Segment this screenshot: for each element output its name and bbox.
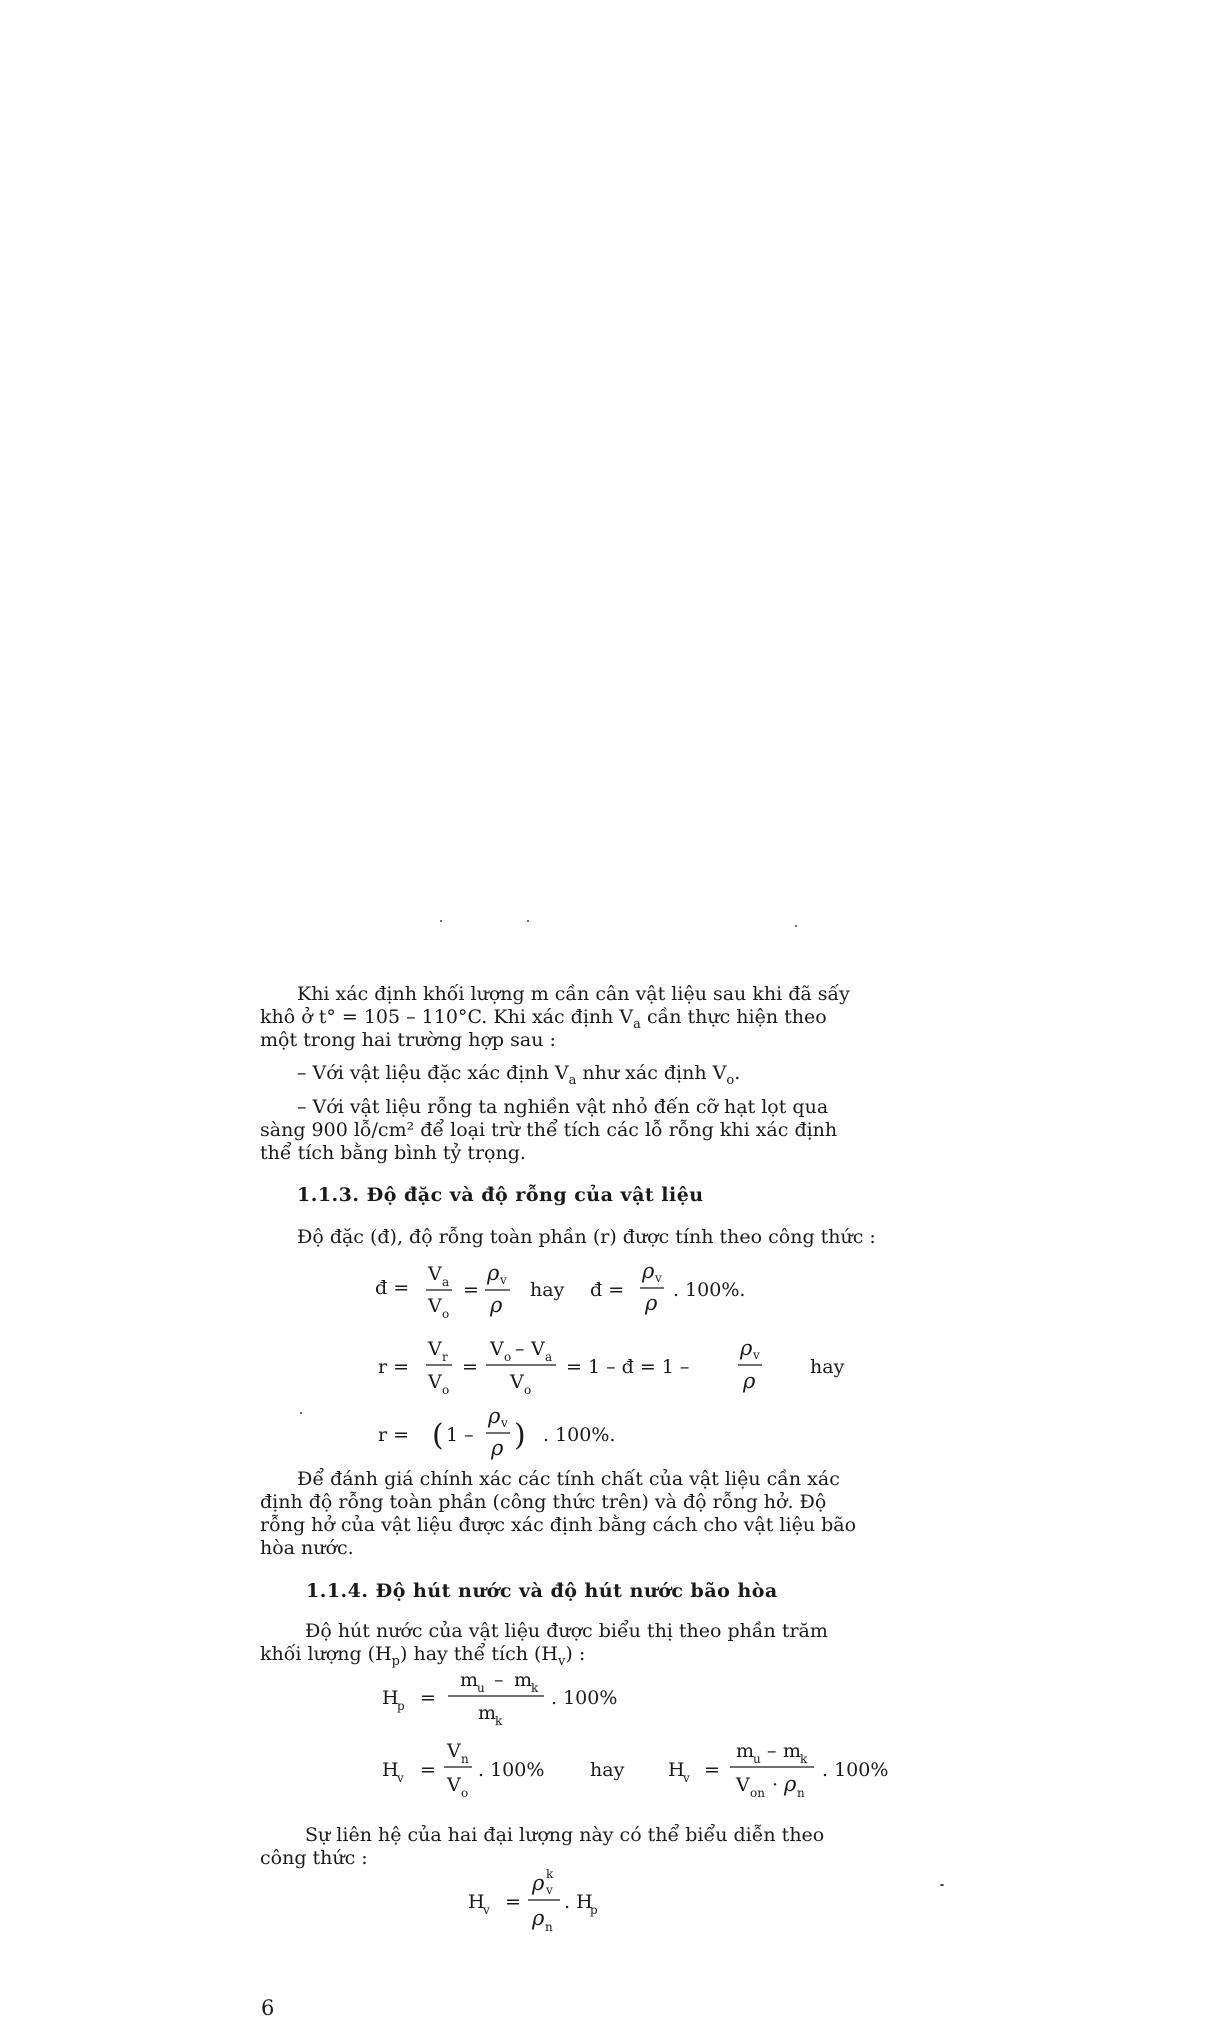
porous-text-2: sàng 900 lỗ/cm² để loại trừ thể tích các lỗ rỗng khi xác định — [260, 1119, 838, 1141]
dot: · — [772, 1774, 779, 1796]
vo-sub-4: o — [461, 1786, 469, 1800]
va-sub: a — [442, 1275, 450, 1289]
one-minus: 1 – — [446, 1424, 474, 1446]
vr-sub: r — [442, 1350, 448, 1364]
vo-sub: o — [442, 1307, 450, 1321]
relation-text-2: công thức : — [260, 1847, 368, 1869]
percent-5: . 100% — [822, 1759, 889, 1781]
rho-v: ρ — [487, 1261, 500, 1285]
hv-sub: v — [397, 1771, 404, 1785]
hv-h-2: H — [668, 1759, 685, 1781]
porosity-note-text-1: Để đánh giá chính xác các tính chất của vật liệu cần xác — [297, 1468, 840, 1490]
hv-sub-2: v — [683, 1771, 690, 1785]
dense-case-text-3: . — [734, 1062, 741, 1084]
subscript-o: o — [726, 1072, 735, 1088]
d2: đ = — [590, 1279, 625, 1301]
n-sub-2: n — [797, 1786, 805, 1800]
relation-intro-2 — [260, 1845, 368, 1871]
hp-h: H — [382, 1687, 399, 1709]
hp-tail: . H — [564, 1891, 593, 1913]
rho-n-2: ρ — [532, 1906, 545, 1930]
u-sub-2: u — [753, 1752, 761, 1766]
v-sub: v — [500, 1273, 507, 1287]
intro-text-2: khô ở t° = 105 – 110°C. Khi xác định V — [260, 1006, 634, 1028]
minus-1: – — [515, 1338, 525, 1360]
scan-speck — [940, 1884, 944, 1886]
density-intro-text: Độ đặc (đ), độ rỗng toàn phần (r) được tính theo công thức : — [297, 1226, 876, 1248]
rho-2: ρ — [645, 1291, 658, 1315]
k-sub: k — [531, 1681, 539, 1695]
porosity-note-text-4: hòa nước. — [260, 1537, 354, 1559]
one-minus-d: = 1 – đ = 1 – — [566, 1356, 690, 1378]
absorption-text-4: ) : — [565, 1643, 586, 1665]
va-num: V — [428, 1263, 442, 1285]
formula-hv — [382, 1740, 888, 1800]
equals-5: = — [704, 1759, 720, 1781]
va-sub-2: a — [545, 1350, 553, 1364]
paren-close: ) — [514, 1418, 526, 1453]
hv-h: H — [382, 1759, 399, 1781]
minus-3: – — [767, 1740, 777, 1762]
mu-2: m — [736, 1740, 755, 1762]
k-sup: k — [546, 1867, 554, 1881]
absorption-text-2: khối lượng (H — [260, 1643, 392, 1665]
relation-intro-1 — [305, 1822, 824, 1848]
mu: m — [460, 1669, 479, 1691]
heading-1-1-4 — [306, 1580, 778, 1602]
hay-1: hay — [530, 1279, 565, 1301]
hv-sub-3: v — [483, 1903, 490, 1917]
u-sub: u — [477, 1681, 485, 1695]
porosity-note-text-2: định độ rỗng toàn phần (công thức trên) và độ rỗng hở. Độ — [260, 1491, 827, 1513]
n-sub: n — [461, 1752, 469, 1766]
n-sub-3: n — [545, 1920, 553, 1934]
rho-n: ρ — [784, 1772, 797, 1796]
on-sub: on — [750, 1786, 765, 1800]
minus-2: – — [494, 1669, 504, 1691]
subscript-a: a — [568, 1072, 577, 1088]
rho-v-4: ρ — [488, 1404, 501, 1428]
formula-porosity — [378, 1336, 845, 1460]
intro-text-1: Khi xác định khối lượng m cần cân vật liệu sau khi đã sấy — [297, 983, 850, 1005]
porosity-note-text-3: rỗng hở của vật liệu được xác định bằng cách cho vật liệu bão — [260, 1514, 857, 1536]
paren-open: ( — [432, 1418, 444, 1453]
rho-v-2: ρ — [642, 1259, 655, 1283]
k-sub-2: k — [495, 1714, 503, 1728]
absorption-intro-2 — [260, 1641, 585, 1675]
va-num-2: V — [531, 1338, 545, 1360]
porosity-note-4 — [260, 1535, 354, 1561]
porous-text-3: thể tích bằng bình tỷ trọng. — [260, 1142, 526, 1164]
porous-text-1: – Với vật liệu rỗng ta nghiền vật nhỏ đến cỡ hạt lọt qua — [297, 1096, 829, 1118]
r-lhs: r = — [378, 1356, 410, 1378]
v-sub-3: v — [753, 1348, 760, 1362]
hp-sub: p — [397, 1699, 405, 1713]
hv-h-3: H — [468, 1891, 485, 1913]
hay-2: hay — [810, 1356, 845, 1378]
scan-speck — [440, 920, 442, 922]
formula-hp — [382, 1669, 617, 1728]
v-sub-5: v — [546, 1883, 553, 1897]
formula-density — [375, 1259, 745, 1321]
scan-speck — [795, 925, 797, 927]
mk: m — [514, 1669, 533, 1691]
equals-2: = — [462, 1356, 478, 1378]
percent-4: . 100% — [478, 1759, 545, 1781]
equals: = — [463, 1279, 479, 1301]
dense-case-text-2: như xác định V — [576, 1062, 727, 1084]
heading-1-1-4-text: 1.1.4. Độ hút nước và độ hút nước bão hòa — [306, 1580, 778, 1602]
d-lhs: đ = — [375, 1277, 410, 1299]
heading-1-1-3-text: 1.1.3. Độ đặc và độ rỗng của vật liệu — [297, 1184, 704, 1206]
vo-den-3: V — [510, 1371, 524, 1393]
scan-speck — [527, 920, 529, 922]
percent-1: . 100%. — [673, 1279, 746, 1301]
dense-case-text: – Với vật liệu đặc xác định V — [297, 1062, 569, 1084]
equals-3: = — [420, 1687, 436, 1709]
page-number: 6 — [261, 1996, 275, 2020]
relation-text-1: Sự liên hệ của hai đại lượng này có thể biểu diễn theo — [305, 1824, 825, 1846]
vo-den-2: V — [428, 1371, 442, 1393]
rho-v-5: ρ — [532, 1871, 545, 1895]
vo-num: V — [490, 1338, 504, 1360]
rho: ρ — [490, 1293, 503, 1317]
rho-v-3: ρ — [740, 1336, 753, 1360]
v-sub-4: v — [501, 1416, 508, 1430]
subscript-p: p — [391, 1653, 400, 1669]
formula-relation — [468, 1867, 598, 1934]
vo-num-sub: o — [504, 1350, 512, 1364]
equals-6: = — [505, 1891, 521, 1913]
rho-4: ρ — [491, 1436, 504, 1460]
absorption-text-3: ) hay thể tích (H — [400, 1643, 559, 1665]
r2-lhs: r = — [378, 1424, 410, 1446]
rho-3: ρ — [743, 1369, 756, 1393]
k-sub-3: k — [800, 1752, 808, 1766]
hay-3: hay — [590, 1759, 625, 1781]
v-sub-2: v — [655, 1271, 662, 1285]
vo-sub-2: o — [442, 1383, 450, 1397]
subscript-a: a — [633, 1016, 641, 1032]
vo-den-4: V — [447, 1774, 461, 1796]
percent-2: . 100%. — [543, 1424, 616, 1446]
subscript-v: v — [558, 1653, 566, 1669]
mk-2: m — [783, 1740, 802, 1762]
scan-speck — [300, 1412, 302, 1414]
hp-sub-2: p — [590, 1903, 598, 1917]
percent-3: . 100% — [551, 1687, 618, 1709]
absorption-text-1: Độ hút nước của vật liệu được biểu thị theo phần trăm — [305, 1620, 828, 1642]
equals-4: = — [420, 1759, 436, 1781]
intro-text-4: một trong hai trường hợp sau : — [260, 1029, 556, 1051]
intro-text-3: cần thực hiện theo — [646, 1006, 827, 1028]
vr-num: V — [428, 1338, 442, 1360]
vo-den: V — [428, 1295, 442, 1317]
von-den: V — [736, 1774, 750, 1796]
mk-den: m — [478, 1702, 497, 1724]
vn-num: V — [447, 1740, 461, 1762]
vo-sub-3: o — [524, 1383, 532, 1397]
